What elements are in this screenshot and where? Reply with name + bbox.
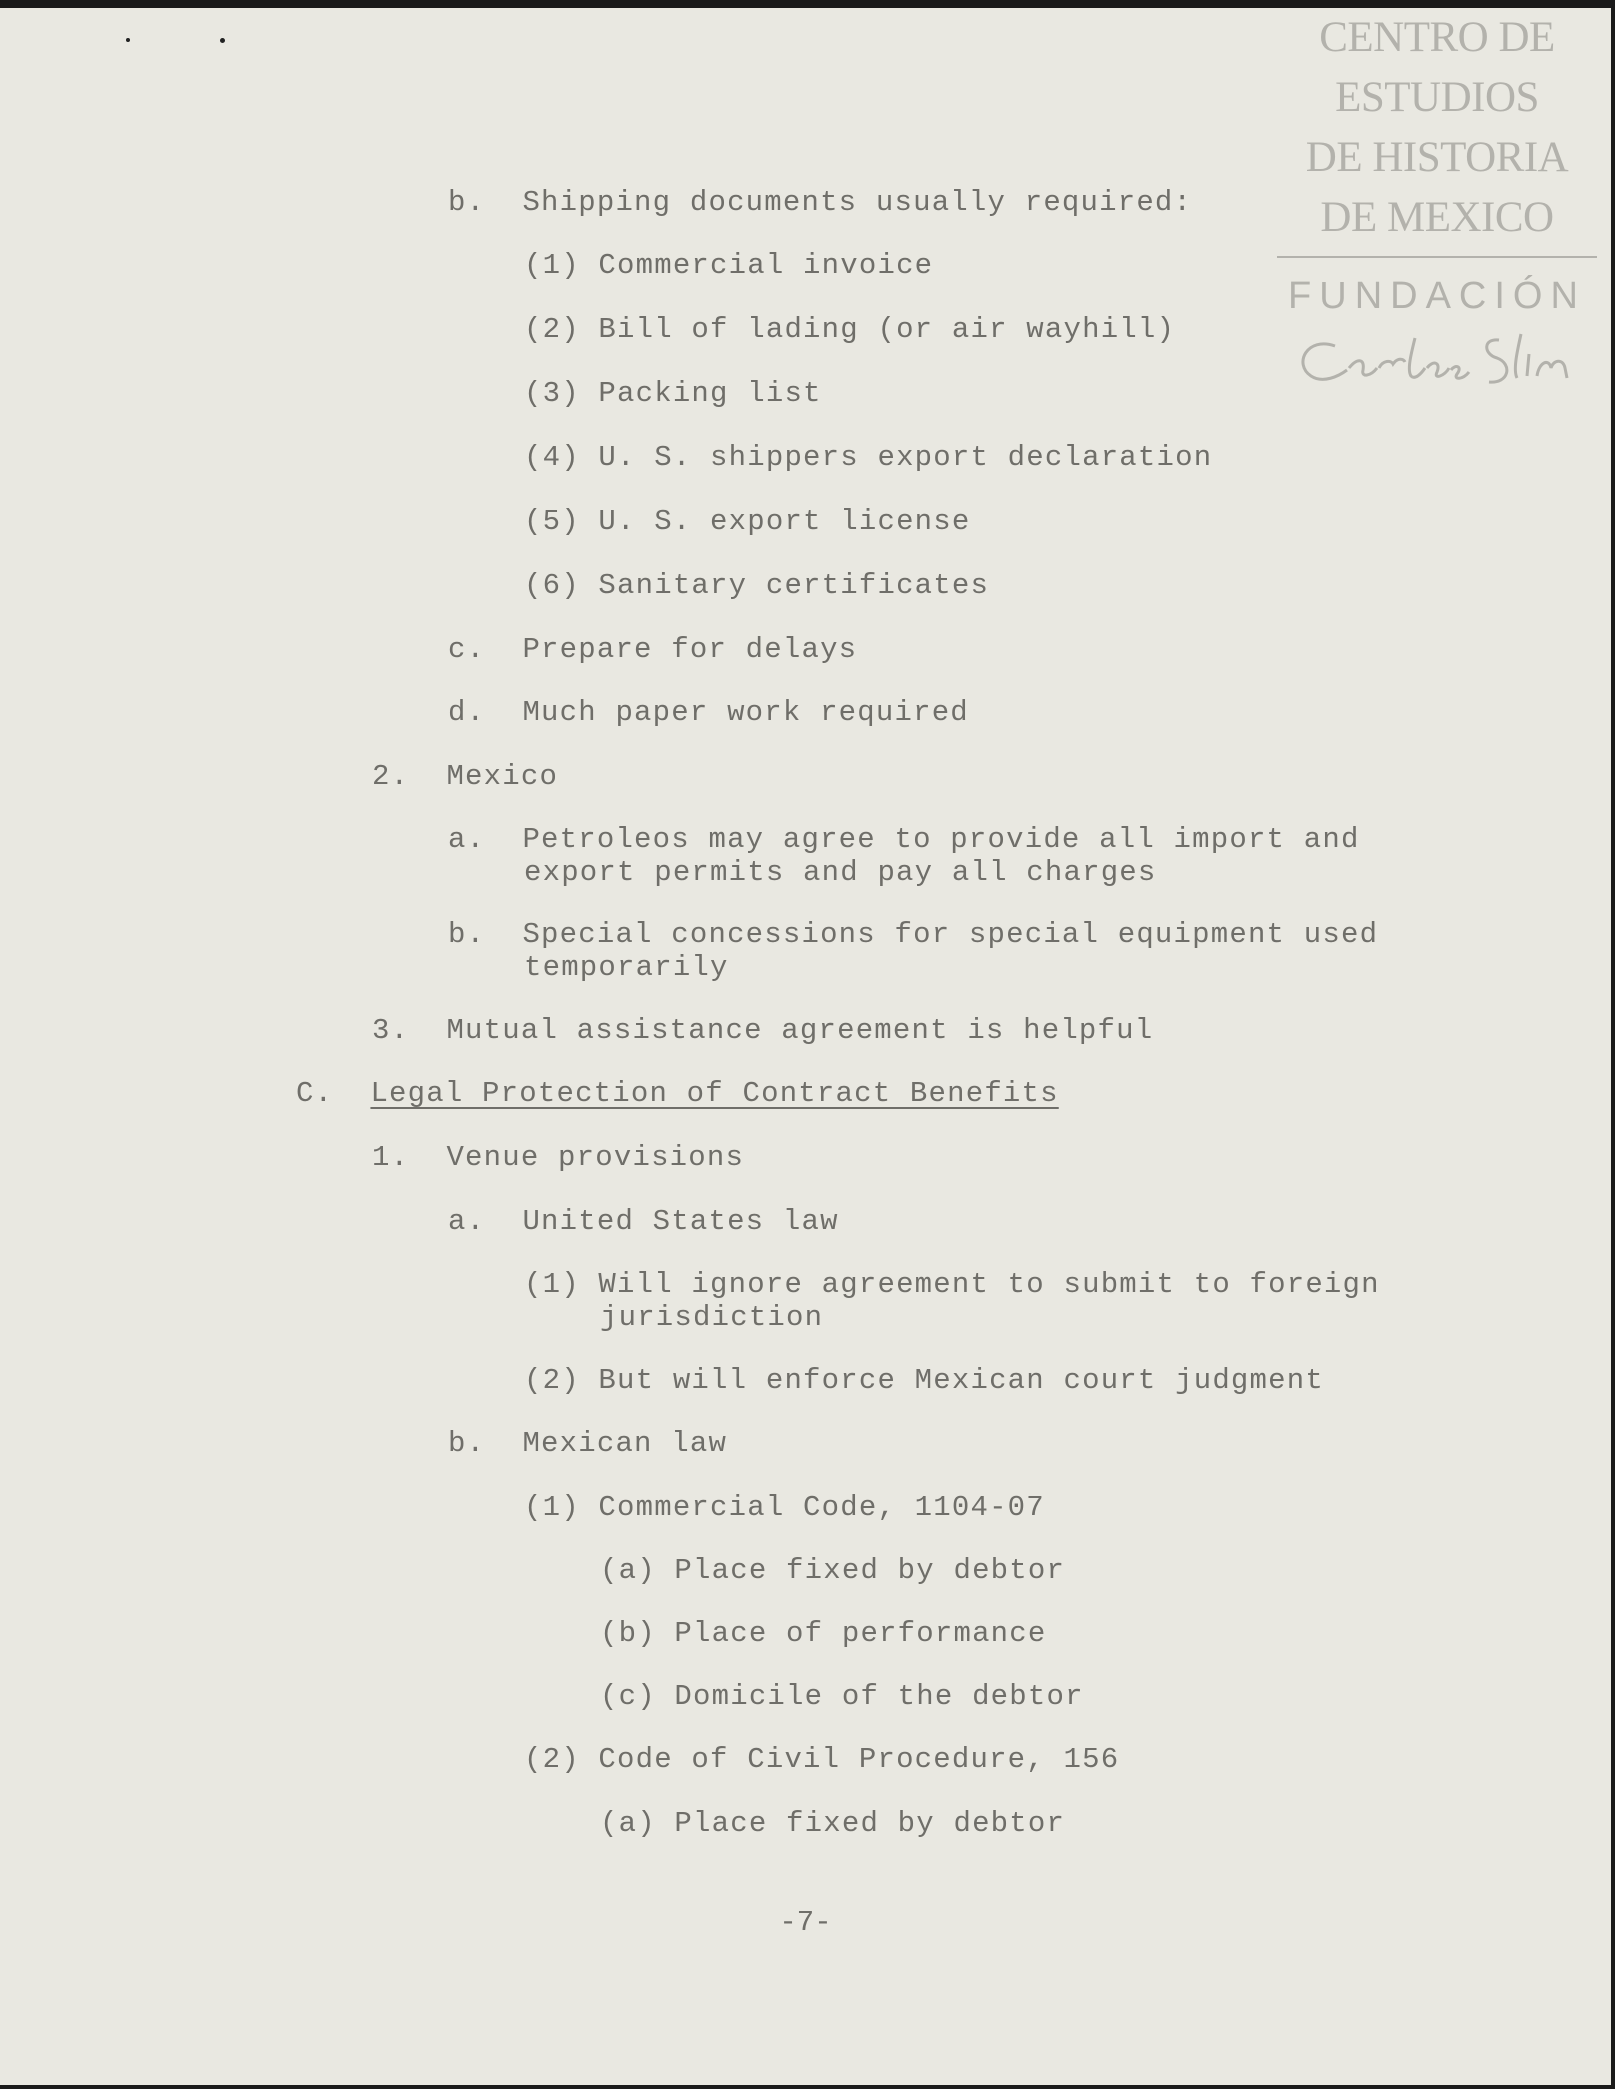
item-marker: 3.: [372, 1014, 410, 1047]
stamp-line: DE MEXICO: [1320, 194, 1554, 241]
document-page: [0, 8, 1611, 2085]
item-marker: (1): [524, 249, 580, 282]
item-marker: (a): [600, 1807, 656, 1840]
outline-item: [600, 1807, 1065, 1840]
outline-item: [600, 1554, 1065, 1587]
outline-item: [372, 760, 558, 793]
item-text: Place fixed by debtor: [674, 1554, 1066, 1587]
item-text: Mexico: [446, 760, 559, 793]
outline-item: [448, 1427, 727, 1460]
section-heading: Legal Protection of Contract Benefits: [370, 1077, 1059, 1110]
item-marker: (c): [600, 1680, 656, 1713]
item-marker: (3): [524, 377, 580, 410]
item-text: Sanitary certificates: [598, 569, 990, 602]
outline-item: [524, 441, 1212, 474]
item-text: United States law: [522, 1205, 839, 1238]
outline-item: [448, 1205, 839, 1238]
item-marker: (2): [524, 1364, 580, 1397]
item-marker: c.: [448, 633, 486, 666]
outline-item: [524, 1491, 1045, 1524]
outline-continuation: [600, 1301, 823, 1334]
item-text: Code of Civil Procedure, 156: [598, 1743, 1120, 1776]
item-marker: (6): [524, 569, 580, 602]
outline-item: [524, 249, 933, 282]
item-text: Bill of lading (or air wayhill): [598, 313, 1176, 346]
item-text: Petroleos may agree to provide all import and: [522, 823, 1360, 856]
item-marker: b.: [448, 918, 486, 951]
signature-logo: [1277, 324, 1597, 399]
item-marker: (a): [600, 1554, 656, 1587]
outline-item: [296, 1077, 1059, 1110]
item-marker: (2): [524, 1743, 580, 1776]
item-text: jurisdiction: [600, 1301, 824, 1334]
stamp-divider: [1277, 256, 1597, 258]
stamp-line: CENTRO DE: [1319, 14, 1555, 61]
item-text: Will ignore agreement to submit to foreign: [598, 1268, 1380, 1301]
item-marker: b.: [448, 1427, 486, 1460]
item-text: U. S. export license: [598, 505, 971, 538]
item-text: export permits and pay all charges: [524, 856, 1157, 889]
item-text: temporarily: [524, 951, 729, 984]
outline-item: [448, 186, 1192, 219]
item-text: Place fixed by debtor: [674, 1807, 1066, 1840]
item-marker: (5): [524, 505, 580, 538]
page-number: -7-: [779, 1906, 832, 1939]
outline-item: [524, 1743, 1119, 1776]
item-text: Mexican law: [522, 1427, 728, 1460]
outline-item: [448, 633, 857, 666]
item-text: But will enforce Mexican court judgment: [598, 1364, 1324, 1397]
item-text: Mutual assistance agreement is helpful: [446, 1014, 1154, 1047]
stamp-line: ESTUDIOS: [1335, 74, 1539, 121]
outline-item: [600, 1617, 1046, 1650]
item-text: Packing list: [598, 377, 822, 410]
item-marker: d.: [448, 696, 486, 729]
item-text: Special concessions for special equipment used: [522, 918, 1379, 951]
outline-item: [524, 313, 1175, 346]
item-text: Domicile of the debtor: [674, 1680, 1084, 1713]
item-marker: a.: [448, 823, 486, 856]
item-marker: 2.: [372, 760, 410, 793]
scan-speck: [220, 38, 225, 43]
item-text: Commercial Code, 1104-07: [598, 1491, 1045, 1524]
item-marker: (2): [524, 313, 580, 346]
item-marker: (1): [524, 1268, 580, 1301]
archive-stamp: [1277, 8, 1597, 399]
stamp-line: DE HISTORIA: [1305, 134, 1569, 181]
item-text: Venue provisions: [446, 1141, 745, 1174]
item-marker: 1.: [372, 1141, 410, 1174]
outline-item: [524, 505, 970, 538]
item-text: Shipping documents usually required:: [522, 186, 1193, 219]
outline-item: [600, 1680, 1084, 1713]
item-text: Place of performance: [674, 1617, 1047, 1650]
item-marker: a.: [448, 1205, 486, 1238]
item-marker: (b): [600, 1617, 656, 1650]
item-marker: (4): [524, 441, 580, 474]
item-text: U. S. shippers export declaration: [598, 441, 1213, 474]
outline-continuation: [524, 951, 729, 984]
outline-item: [524, 1364, 1324, 1397]
item-marker: (1): [524, 1491, 580, 1524]
outline-item: [372, 1014, 1153, 1047]
outline-item: [524, 569, 989, 602]
outline-item: [448, 823, 1360, 856]
outline-item: [524, 377, 822, 410]
outline-item: [372, 1141, 744, 1174]
stamp-foundation: FUNDACIÓN: [1288, 275, 1586, 317]
item-marker: b.: [448, 186, 486, 219]
item-text: Much paper work required: [522, 696, 969, 729]
outline-item: [448, 696, 969, 729]
item-text: Prepare for delays: [522, 633, 858, 666]
item-marker: C.: [296, 1077, 334, 1110]
outline-item: [524, 1268, 1380, 1301]
outline-item: [448, 918, 1378, 951]
outline-continuation: [524, 856, 1157, 889]
item-text: Commercial invoice: [598, 249, 934, 282]
scan-speck: [126, 38, 130, 42]
